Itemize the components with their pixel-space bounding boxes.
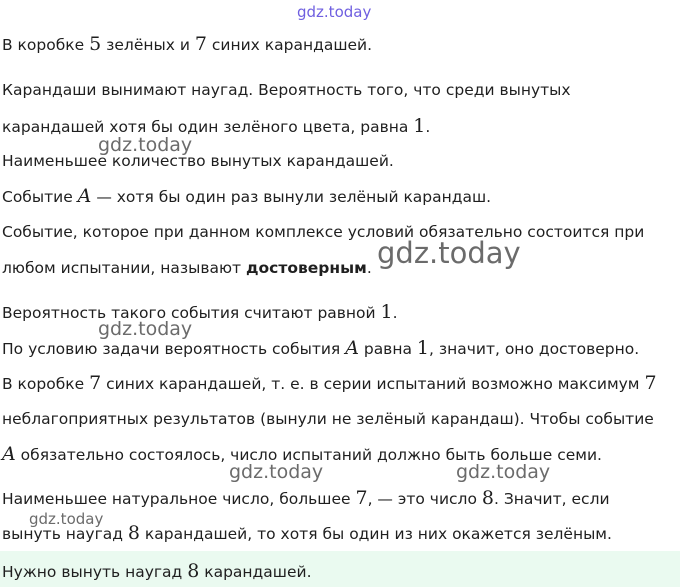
text-line-2 (2, 80, 571, 100)
math-number: 8 (127, 522, 140, 544)
text: равна (358, 340, 417, 358)
math-number: 8 (481, 487, 494, 509)
text: карандашей. (199, 563, 312, 581)
math-number: 1 (413, 115, 426, 137)
text: синих карандашей, т. е. в серии испытаний возможно максимум (101, 375, 645, 393)
text: , значит, оно достоверно. (428, 340, 640, 358)
text: . (366, 259, 372, 277)
text: . Значит, если (493, 490, 610, 508)
math-number: 1 (416, 337, 429, 359)
math-number: 8 (187, 560, 200, 582)
text-line-10 (2, 373, 657, 394)
math-number: 1 (380, 301, 393, 323)
text: обязательно состоялось, число испытаний должно быть больше семи. (15, 446, 602, 464)
text: карандашей, то хотя бы один из них окажется зелёным. (139, 525, 612, 543)
text-line-7 (2, 258, 372, 278)
text: , — это число (367, 490, 482, 508)
text-line-5 (2, 186, 491, 207)
text-line-11 (2, 409, 654, 429)
text-line-14 (2, 523, 612, 544)
math-number: 7 (355, 487, 368, 509)
text: Наименьшее натуральное число, большее (2, 490, 356, 508)
bold-term: достоверным (246, 259, 367, 277)
text: По условию задачи вероятность события (2, 340, 346, 358)
text: любом испытании, называют (2, 259, 246, 277)
math-number: 7 (644, 372, 657, 394)
text-line-1 (2, 34, 372, 55)
watermark: gdz.today (456, 461, 551, 483)
text: Событие (2, 188, 78, 206)
text: Наименьшее количество вынутых карандашей. (2, 152, 394, 170)
text: синих карандашей. (206, 36, 373, 54)
watermark: gdz.today (229, 461, 324, 483)
watermark-top: gdz.today (297, 3, 372, 21)
text: карандашей хотя бы один зелёного цвета, равна (2, 118, 414, 136)
watermark: gdz.today (98, 318, 193, 340)
math-variable: A (2, 443, 16, 465)
text: Нужно вынуть наугад (2, 563, 188, 581)
text-line-9 (2, 338, 639, 359)
text: В коробке (2, 375, 90, 393)
math-number: 5 (89, 33, 102, 55)
text: Вероятность такого события считают равной (2, 304, 381, 322)
math-number: 7 (89, 372, 102, 394)
text: В коробке (2, 36, 90, 54)
text-line-6 (2, 222, 644, 242)
math-variable: A (77, 185, 92, 207)
math-number: 7 (194, 33, 207, 55)
math-variable: A (345, 337, 359, 359)
text-line-3 (2, 116, 430, 137)
watermark: gdz.today (377, 236, 521, 270)
text-line-8 (2, 302, 398, 323)
text-line-13 (2, 488, 610, 509)
text: Событие, которое при данном комплексе условий обязательно состоится при (2, 223, 645, 241)
text: зелёных и (101, 36, 195, 54)
text: — хотя бы один раз вынули зелёный карандаш. (91, 188, 492, 206)
answer-line (2, 561, 312, 582)
text-line-4 (2, 151, 394, 171)
watermark: gdz.today (29, 510, 104, 528)
text: . (425, 118, 431, 136)
text: . (392, 304, 398, 322)
text: Карандаши вынимают наугад. Вероятность того, что среди вынутых (2, 81, 571, 99)
text: неблагоприятных результатов (вынули не зелёный карандаш). Чтобы событие (2, 410, 654, 428)
watermark: gdz.today (98, 134, 193, 156)
text: вынуть наугад (2, 525, 128, 543)
